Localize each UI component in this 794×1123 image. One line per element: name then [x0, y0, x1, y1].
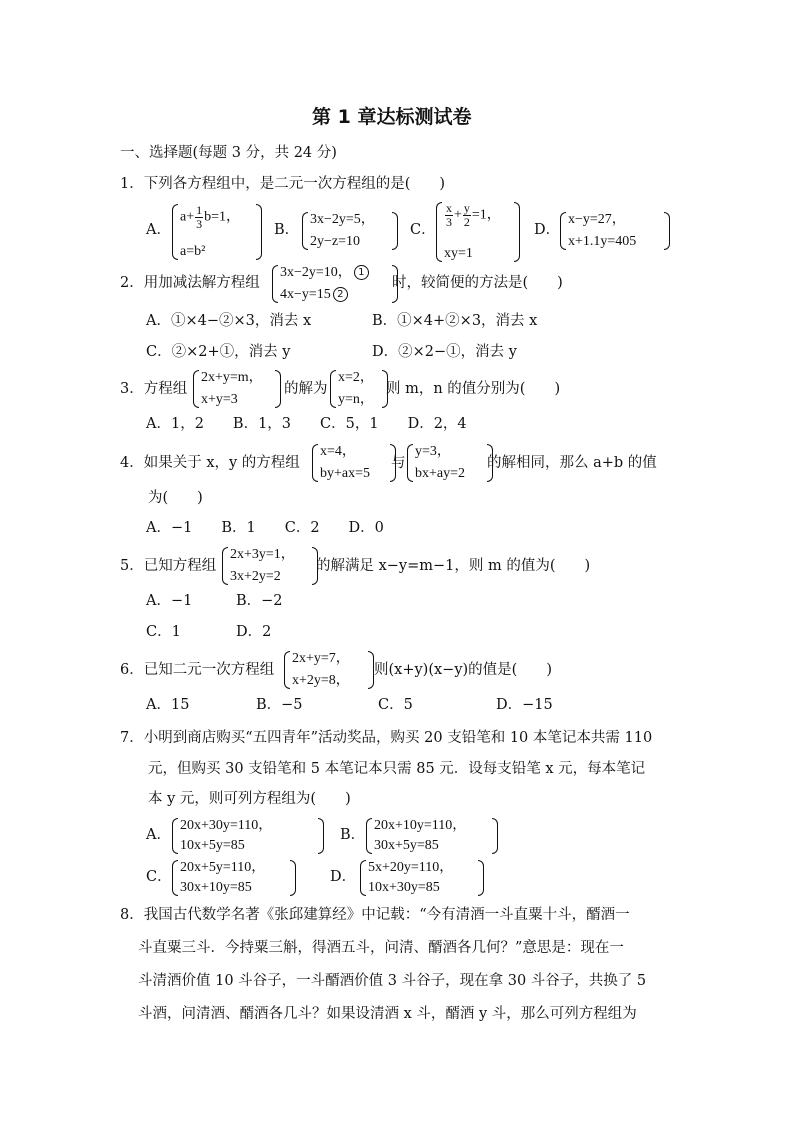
q3-stem-start: 3．方程组 [120, 381, 188, 397]
q1-stem: 1．下列各方程组中，是二元一次方程组的是( ) [120, 176, 446, 192]
q6-option-c: C．5 [378, 697, 413, 713]
page-title: 第 1 章达标测试卷 [312, 106, 472, 128]
q7-stem-line2: 元，但购买 30 支铅笔和 5 本笔记本只需 85 元．设每支铅笔 x 元，每本笔记 [148, 761, 646, 777]
q5-option-c: C．1 [146, 624, 181, 640]
q1-option-a-system: a+ $\frac{1}{3}$ b=1， a=b² [172, 204, 262, 260]
circled-number: 1 [354, 265, 369, 280]
q1-option-d-system: x−y=27， x+1.1y=405 [560, 212, 670, 250]
q5-stem-start: 5．已知方程组 [120, 558, 217, 574]
q1-option-b-system: 3x−2y=5， 2y−z=10 [302, 212, 398, 250]
q4-system-2: y=3， bx+ay=2 [407, 444, 493, 482]
q4-stem-line2: 为( ) [148, 490, 203, 506]
q3-solution: x=2， y=n， [330, 370, 388, 408]
q6-stem-end: 则(x+y)(x−y)的值是( ) [374, 662, 552, 678]
q6-system: 2x+y=7， x+2y=8， [284, 651, 374, 689]
q7-stem-line3: 本 y 元，则可列方程组为( ) [148, 791, 351, 807]
q8-stem-line3: 斗清酒价值 10 斗谷子，一斗醑酒价值 3 斗谷子，现在拿 30 斗谷子，共换了 5 [138, 973, 647, 989]
q8-stem-line1: 8．我国古代数学名著《张邱建算经》中记载：“今有清酒一斗直粟十斗，醑酒一 [120, 907, 630, 923]
q6-option-b: B．−5 [256, 697, 303, 713]
q8-stem-line2: 斗直粟三斗．今持粟三斛，得酒五斗，问清、醑酒各几何？”意思是：现在一 [138, 940, 624, 956]
q5-stem-end: 的解满足 x−y=m−1，则 m 的值为( ) [316, 558, 591, 574]
q1-option-d-label: D． [534, 222, 561, 238]
q4-stem-mid: 与 [391, 455, 406, 471]
q3-system: 2x+y=m， x+y=3 [193, 370, 281, 408]
q4-stem-end: 的解相同，那么 a+b 的值 [487, 455, 657, 471]
q6-option-a: A．15 [146, 697, 190, 713]
q3-stem-end: 则 m，n 的值分别为( ) [386, 381, 561, 397]
q1-option-c-system: $\frac{x}{3}$ + $\frac{y}{2}$ =1， xy=1 [436, 202, 520, 262]
q4-stem-start: 4．如果关于 x，y 的方程组 [120, 455, 300, 471]
q7-option-a-label: A． [146, 827, 171, 843]
q5-option-b: B．−2 [236, 593, 283, 609]
q5-option-d: D．2 [236, 624, 272, 640]
q7-option-d-system: 5x+20y=110， 10x+30y=85 [360, 860, 484, 896]
q1-option-c-label: C． [410, 222, 436, 238]
q5-option-a: A．−1 [146, 593, 193, 609]
q4-system-1: x=4， by+ax=5 [312, 444, 396, 482]
circled-number: 2 [333, 287, 348, 302]
q1-option-b-label: B． [274, 222, 300, 238]
q7-option-a-system: 20x+30y=110， 10x+5y=85 [172, 818, 324, 854]
q7-option-b-system: 20x+10y=110， 30x+5y=85 [366, 818, 498, 854]
q2-stem-start: 2．用加减法解方程组 [120, 275, 260, 291]
section-heading: 一、选择题(每题 3 分，共 24 分) [120, 145, 337, 161]
q2-option-c: C．②×2+①，消去 y [146, 344, 291, 360]
fraction: $\frac{1}{3}$ [196, 203, 203, 231]
q5-system: 2x+3y=1， 3x+2y=2 [222, 547, 318, 585]
q7-option-d-label: D． [330, 869, 357, 885]
q7-option-c-label: C． [146, 869, 172, 885]
q1-option-a-label: A． [146, 222, 171, 238]
q2-option-d: D．②×2−①，消去 y [372, 344, 517, 360]
fraction: $\frac{y}{2}$ [463, 201, 470, 229]
q4-options: A．−1 B．1 C．2 D．0 [146, 520, 384, 536]
q2-stem-end: 时，较简便的方法是( ) [392, 275, 563, 291]
q8-stem-line4: 斗酒，问清酒、醑酒各几斗？如果设清酒 x 斗，醑酒 y 斗，那么可列方程组为 [138, 1006, 637, 1022]
q6-stem-start: 6．已知二元一次方程组 [120, 662, 275, 678]
q2-option-a: A．①×4−②×3，消去 x [146, 313, 312, 329]
q3-stem-mid: 的解为 [284, 381, 328, 397]
q2-option-b: B．①×4+②×3，消去 x [372, 313, 538, 329]
q7-option-b-label: B． [340, 827, 366, 843]
q6-option-d: D．−15 [496, 697, 553, 713]
q7-option-c-system: 20x+5y=110， 30x+10y=85 [172, 860, 296, 896]
q3-options: A．1，2 B．1，3 C．5，1 D．2，4 [146, 416, 467, 432]
q2-system: 3x−2y=10， 1 4x−y=15 2 [272, 265, 398, 303]
q7-stem-line1: 7．小明到商店购买“五四青年”活动奖品，购买 20 支铅笔和 10 本笔记本共需 110 [120, 730, 653, 746]
fraction: $\frac{x}{3}$ [446, 201, 452, 229]
